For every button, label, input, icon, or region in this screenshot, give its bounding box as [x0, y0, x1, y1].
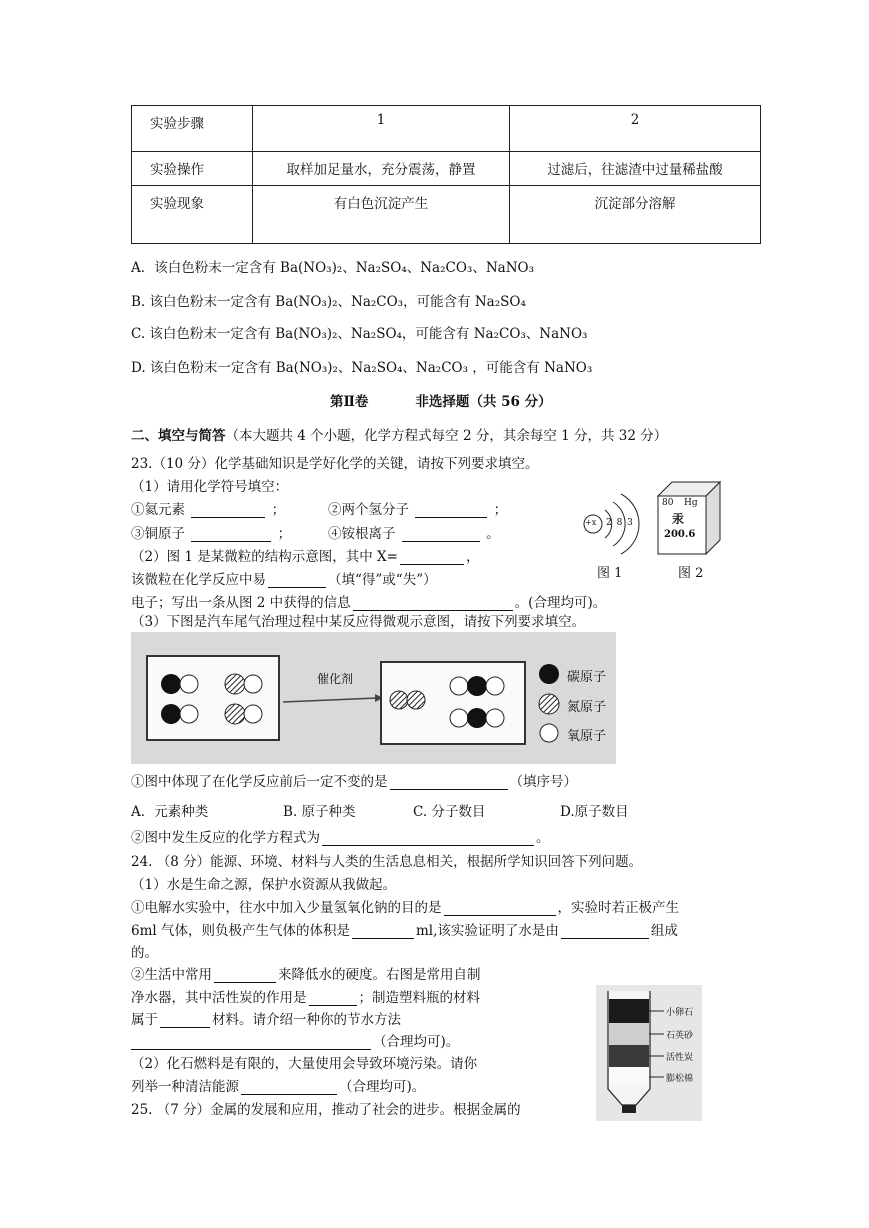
filter-label-carbon: 活性炭 — [666, 1053, 694, 1063]
q23-a2-end: ； — [493, 502, 508, 518]
q23-line-d — [328, 522, 500, 542]
q24-l6a: 属于 — [131, 1012, 158, 1028]
q24-l1b: ，实验时若正极产生 — [557, 900, 679, 916]
q23-p2a-text: （2）图 1 是某微粒的结构示意图，其中 X= — [131, 549, 398, 565]
legend-carbon: 碳原子 — [567, 670, 607, 685]
q24-line5 — [131, 986, 480, 1006]
q23-q1 — [131, 770, 577, 790]
q23-p2c — [131, 591, 606, 611]
legend-oxygen: 氧原子 — [567, 729, 607, 744]
option-a: A．该白色粉末一定含有 Ba(NO₃)₂、Na₂SO₄、Na₂CO₃、NaNO₃ — [131, 260, 534, 276]
filter-label-sand: 石英砂 — [666, 1031, 694, 1041]
answer-blank[interactable] — [322, 831, 534, 846]
answer-blank[interactable] — [131, 1035, 371, 1050]
q24-line7 — [131, 1030, 459, 1050]
answer-blank[interactable] — [415, 503, 487, 518]
q24-intro: 24. （8 分）能源、环境、材料与人类的生活息息相关，根据所学知识回答下列问题。 — [131, 854, 643, 870]
reaction-diagram — [131, 632, 616, 764]
q24-line4 — [131, 963, 481, 983]
element-mass: 200.6 — [664, 529, 696, 540]
answer-blank[interactable] — [390, 775, 508, 790]
element-number: 80 — [662, 498, 674, 508]
q23-line-a — [131, 498, 285, 518]
q24-p1: （1）水是生命之源，保护水资源从我做起。 — [131, 877, 397, 893]
q23-p2b-end: （填“得”或“失”） — [328, 572, 437, 588]
option-c: C. 该白色粉末一定含有 Ba(NO₃)₂、Na₂SO₄，可能含有 Na₂CO₃、NaNO₃ — [131, 326, 588, 342]
q23-q2 — [131, 826, 550, 846]
q23-intro: 23.（10 分）化学基础知识是学好化学的关键，请按下列要求填空。 — [131, 456, 539, 472]
q24-line8: （2）化石燃料是有限的，大量使用会导致环境污染。请你 — [131, 1056, 478, 1072]
filter-label-cotton: 膨松棉 — [666, 1074, 694, 1084]
q23-a4-end: 。 — [486, 526, 500, 542]
answer-blank[interactable] — [191, 503, 265, 518]
q23-a2-label: ②两个氢分子 — [328, 502, 409, 518]
q24-l2c: 组成 — [650, 923, 678, 939]
q23-choice-d: D.原子数目 — [560, 804, 629, 820]
q24-l6b: 材料。请介绍一种你的节水方法 — [212, 1012, 401, 1028]
q23-p2a — [131, 545, 479, 565]
table-cell: 实验现象 — [132, 186, 253, 244]
q24-l9a: 列举一种清洁能源 — [131, 1079, 239, 1095]
q23-a3-end: ； — [277, 526, 292, 542]
table-cell: 沉淀部分溶解 — [510, 186, 761, 244]
answer-blank[interactable] — [561, 924, 649, 939]
figure-2 — [650, 478, 725, 581]
q23-a1-label: ①氦元素 — [131, 502, 185, 518]
q24-l4a: ②生活中常用 — [131, 967, 212, 983]
q23-p2c-end: 。(合理均可)。 — [514, 595, 607, 611]
table-cell: 实验操作 — [132, 152, 253, 186]
q23-p2b-text: 该微粒在化学反应中易 — [131, 572, 266, 588]
q24-l4b: 来降低水的硬度。右图是常用自制 — [278, 967, 481, 983]
answer-blank[interactable] — [309, 991, 357, 1006]
figure-1-caption: 图 1 — [597, 566, 623, 581]
answer-blank[interactable] — [160, 1013, 210, 1028]
q24-l2a: 6ml 气体，则负极产生气体的体积是 — [131, 923, 350, 939]
table-cell: 过滤后，往滤渣中过量稀盐酸 — [510, 152, 761, 186]
part2-heading — [131, 424, 667, 444]
q23-choice-b: B. 原子种类 — [283, 804, 356, 820]
table-cell: 有白色沉淀产生 — [253, 186, 510, 244]
q23-p2b — [131, 568, 437, 588]
q23-a4-label: ④铵根离子 — [328, 526, 396, 542]
answer-blank[interactable] — [241, 1080, 337, 1095]
section-title: 第Ⅱ卷 非选择题（共 56 分） — [330, 394, 552, 410]
element-cube-diagram — [650, 478, 725, 558]
q23-p2a-end: ， — [465, 549, 480, 565]
figure-2-caption: 图 2 — [678, 566, 704, 581]
answer-blank[interactable] — [268, 573, 326, 588]
q24-l1a: ①电解水实验中，往水中加入少量氢氧化钠的目的是 — [131, 900, 442, 916]
experiment-table — [131, 105, 761, 244]
q24-line2 — [131, 919, 678, 939]
legend-nitrogen: 氮原子 — [567, 700, 607, 715]
element-name: 汞 — [672, 512, 685, 526]
q23-q2-end: 。 — [536, 830, 550, 846]
figure-1 — [575, 478, 645, 581]
q23-q1-end: （填序号） — [509, 774, 577, 790]
q23-p2c-text: 电子；写出一条从图 2 中获得的信息 — [131, 595, 351, 611]
q23-choice-a: A．元素种类 — [131, 804, 209, 820]
q24-l2b: ml,该实验证明了水是由 — [416, 923, 559, 939]
q23-part1: （1）请用化学符号填空： — [131, 479, 289, 495]
water-filter-figure — [596, 985, 702, 1121]
catalyst-label: 催化剂 — [317, 672, 354, 686]
q23-choice-c: C. 分子数目 — [413, 804, 486, 820]
q24-l9b: （合理均可)。 — [339, 1079, 426, 1095]
part2-heading-title: 二、填空与简答 — [131, 428, 226, 444]
nucleus-label: +x — [585, 518, 597, 527]
q24-l5b: ；制造塑料瓶的材料 — [358, 990, 480, 1006]
table-cell: 取样加足量水，充分震荡，静置 — [253, 152, 510, 186]
part2-heading-note: （本大题共 4 个小题，化学方程式每空 2 分，其余每空 1 分，共 32 分） — [225, 428, 668, 444]
q23-q1-text: ①图中体现了在化学反应前后一定不变的是 — [131, 774, 388, 790]
q24-l7b: （合理均可)。 — [373, 1034, 460, 1050]
q24-line1 — [131, 896, 679, 916]
answer-blank[interactable] — [400, 550, 464, 565]
q24-line6 — [131, 1008, 401, 1028]
q23-p3: （3）下图是汽车尾气治理过程中某反应得微观示意图，请按下列要求填空。 — [131, 614, 586, 630]
q23-a3-label: ③铜原子 — [131, 526, 185, 542]
q24-line9 — [131, 1075, 425, 1095]
answer-blank[interactable] — [353, 596, 513, 611]
option-b: B. 该白色粉末一定含有 Ba(NO₃)₂、Na₂CO₃，可能含有 Na₂SO₄ — [131, 294, 526, 310]
q23-line-c — [131, 522, 291, 542]
q23-a1-end: ； — [271, 502, 286, 518]
answer-blank[interactable] — [352, 924, 414, 939]
answer-blank[interactable] — [444, 901, 556, 916]
q24-line3: 的。 — [131, 945, 158, 961]
shell-electrons: 2 8 3 — [606, 518, 634, 528]
element-symbol: Hg — [684, 498, 698, 508]
answer-blank[interactable] — [402, 527, 480, 542]
q24-l5a: 净水器，其中活性炭的作用是 — [131, 990, 307, 1006]
filter-label-pebbles: 小卵石 — [666, 1008, 694, 1018]
q23-q2-text: ②图中发生反应的化学方程式为 — [131, 830, 320, 846]
q25-intro: 25. （7 分）金属的发展和应用，推动了社会的进步。根据金属的 — [131, 1102, 521, 1118]
reaction-diagram-svg — [131, 632, 616, 764]
answer-blank[interactable] — [214, 968, 276, 983]
option-d: D. 该白色粉末一定含有 Ba(NO₃)₂、Na₂SO₄、Na₂CO₃ ，可能含有 NaNO₃ — [131, 360, 593, 376]
table-header-cell: 1 — [253, 106, 510, 152]
table-header-cell: 2 — [510, 106, 761, 152]
answer-blank[interactable] — [191, 527, 271, 542]
table-header-cell: 实验步骤 — [132, 106, 253, 152]
q23-line-b — [328, 498, 507, 518]
